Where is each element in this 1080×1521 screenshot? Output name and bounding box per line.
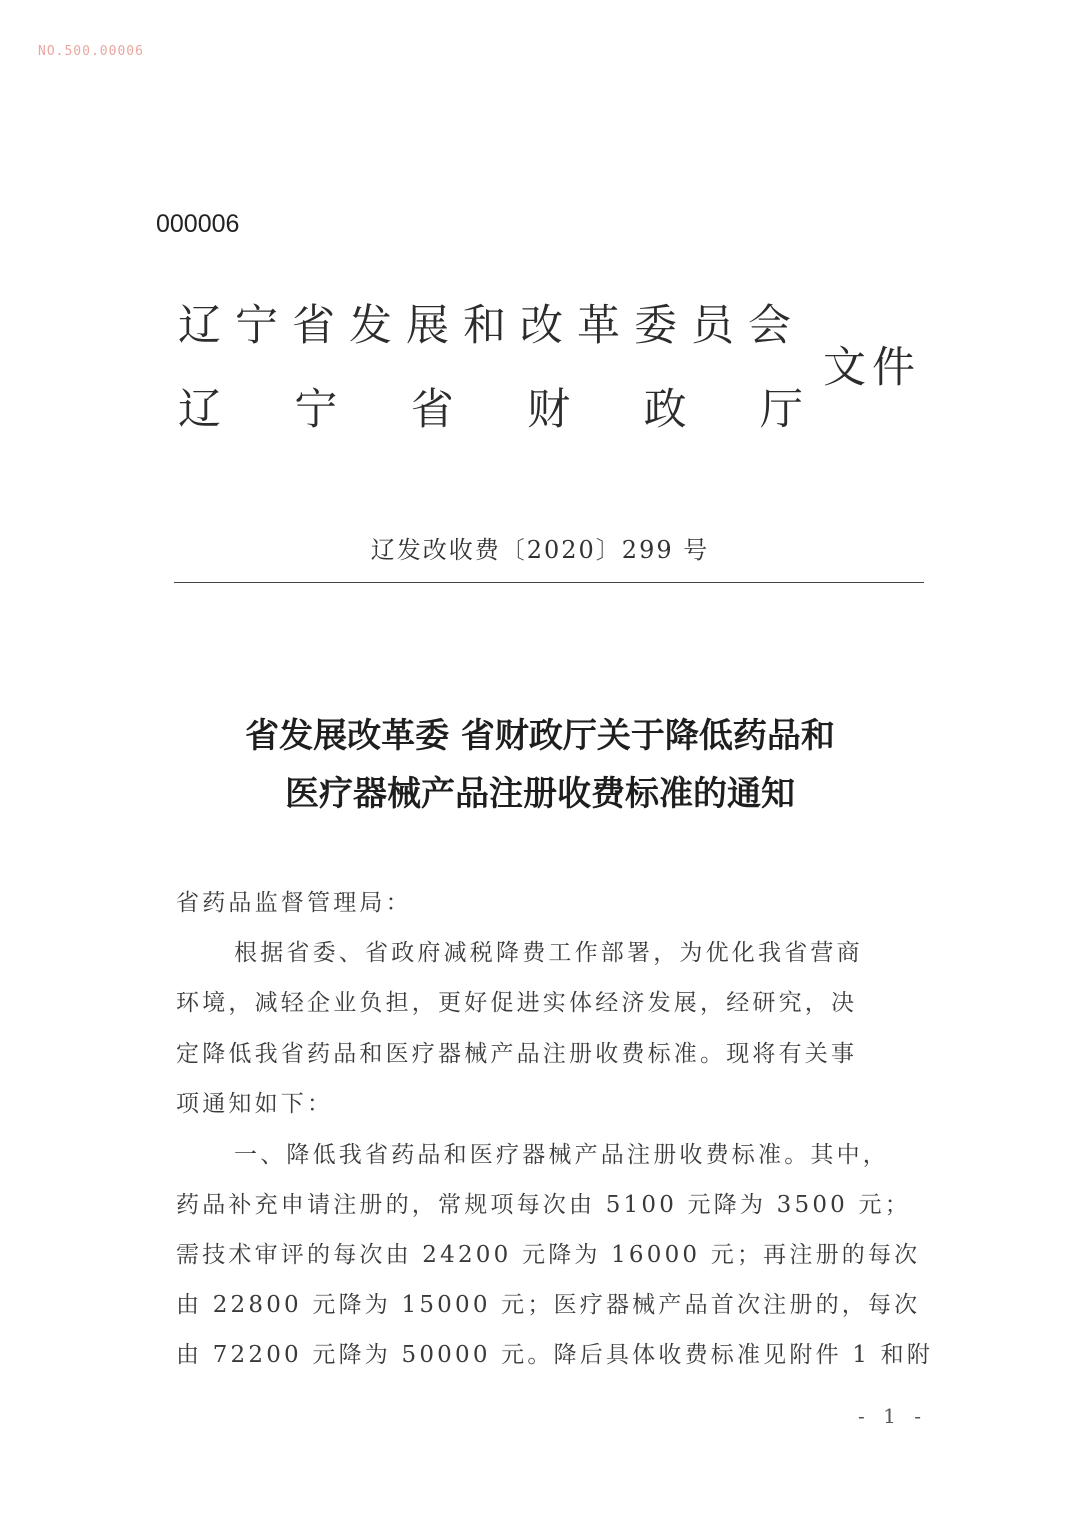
issuer-line-2-char: 辽 [178, 385, 221, 435]
issuer-line-2-char: 宁 [294, 385, 338, 435]
issuer-line-2-char: 省 [410, 385, 454, 435]
body-line: 药品补充申请注册的，常规项每次由 5100 元降为 3500 元； [176, 1192, 911, 1218]
body-line: 项通知如下： [176, 1091, 334, 1117]
issuer-line-2-char: 财 [527, 385, 571, 435]
document-number: 辽发改收费〔2020〕299 号 [370, 536, 710, 564]
issuer-line-2 [178, 376, 803, 437]
issuer-line-2-char: 厅 [759, 385, 803, 435]
body-line: 定降低我省药品和医疗器械产品注册收费标准。现将有关事 [176, 1041, 858, 1067]
body-line: 由 22800 元降为 15000 元；医疗器械产品首次注册的，每次 [176, 1292, 921, 1318]
issuer-line-2-char: 政 [643, 385, 687, 435]
body-line: 环境，减轻企业负担，更好促进实体经济发展，经研究，决 [176, 990, 858, 1016]
body-line: 由 72200 元降为 50000 元。降后具体收费标准见附件 1 和附 [176, 1342, 934, 1368]
body-line: 一、降低我省药品和医疗器械产品注册收费标准。其中， [234, 1142, 889, 1168]
body-line: 根据省委、省政府减税降费工作部署，为优化我省营商 [234, 940, 863, 966]
notice-title-line-2: 医疗器械产品注册收费标准的通知 [285, 774, 795, 814]
file-number: 000006 [156, 210, 240, 238]
header-divider [174, 582, 924, 583]
issuer-suffix: 文件 [823, 343, 921, 393]
notice-title-line-1: 省发展改革委 省财政厅关于降低药品和 [245, 716, 835, 756]
salutation: 省药品监督管理局： [176, 890, 412, 916]
body-line: 需技术审评的每次由 24200 元降为 16000 元；再注册的每次 [176, 1242, 921, 1268]
serial-stamp: NO.500.00006 [38, 44, 144, 59]
page-number: - 1 - [858, 1404, 927, 1428]
issuer-line-1: 辽宁省发展和改革委员会 [178, 301, 805, 351]
issuer-block [178, 292, 938, 442]
